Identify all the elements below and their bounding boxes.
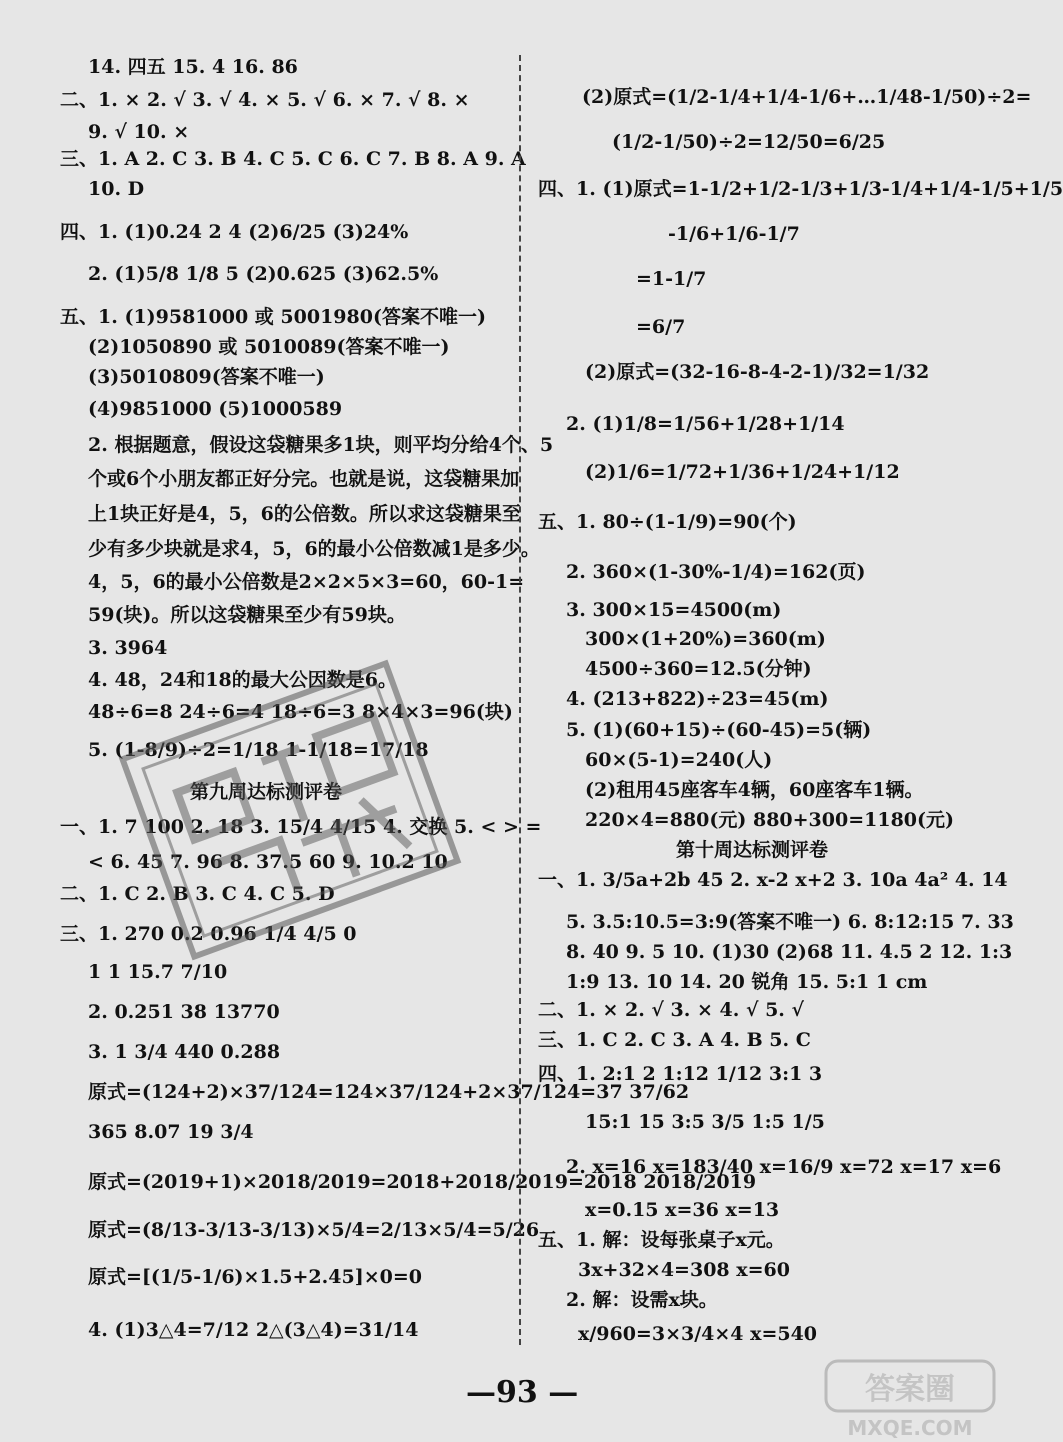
column-divider bbox=[519, 55, 521, 1345]
right-line-21: 5. 3.5:10.5=3:9(答案不唯一) 6. 8:12:15 7. 33 bbox=[566, 911, 1014, 933]
right-line-29: x=0.15 x=36 x=13 bbox=[585, 1199, 780, 1221]
left-line-8: 五、1. (1)9581000 或 5001980(答案不唯一) bbox=[60, 306, 486, 328]
left-line-16: 4，5，6的最小公倍数是2×2×5×3=60，60-1= bbox=[88, 571, 525, 593]
left-line-12: 2. 根据题意，假设这袋糖果多1块，则平均分给4个、5 bbox=[88, 434, 554, 456]
right-line-30: 五、1. 解：设每张桌子x元。 bbox=[538, 1229, 785, 1251]
right-line-33: x/960=3×3/4×4 x=540 bbox=[578, 1323, 818, 1345]
right-line-24: 二、1. × 2. √ 3. × 4. √ 5. √ bbox=[538, 999, 805, 1021]
right-line-23: 1:9 13. 10 14. 20 锐角 15. 5:1 1 cm bbox=[566, 971, 928, 993]
right-line-4: -1/6+1/6-1/7 bbox=[668, 223, 800, 245]
right-line-14: 4500÷360=12.5(分钟) bbox=[585, 658, 812, 680]
left-line-10: (3)5010809(答案不唯一) bbox=[88, 366, 325, 388]
left-line-20: 48÷6=8 24÷6=4 18÷6=3 8×4×3=96(块) bbox=[88, 701, 513, 723]
left-line-32: 原式=(8/13-3/13-3/13)×5/4=2/13×5/4=5/26 bbox=[88, 1219, 540, 1241]
right-line-17: 60×(5-1)=240(人) bbox=[585, 749, 773, 771]
right-line-16: 5. (1)(60+15)÷(60-45)=5(辆) bbox=[566, 719, 872, 741]
left-line-11: (4)9851000 (5)1000589 bbox=[88, 398, 343, 420]
left-line-15: 少有多少块就是求4，5，6的最小公倍数减1是多少。 bbox=[88, 538, 540, 560]
left-line-14: 上1块正好是4，5，6的公倍数。所以求这袋糖果至 bbox=[88, 503, 521, 525]
right-line-20: 一、1. 3/5a+2b 45 2. x-2 x+2 3. 10a 4a² 4. 14 bbox=[538, 869, 1008, 891]
right-line-6: =6/7 bbox=[636, 316, 686, 338]
right-line-10: 五、1. 80÷(1-1/9)=90(个) bbox=[538, 511, 797, 533]
mxqe-logo-watermark bbox=[820, 1355, 1000, 1442]
left-line-5: 10. D bbox=[88, 178, 145, 200]
right-line-1: (2)原式=(1/2-1/4+1/4-1/6+…1/48-1/50)÷2= bbox=[582, 86, 1032, 108]
right-line-15: 4. (213+822)÷23=45(m) bbox=[566, 688, 829, 710]
right-line-7: (2)原式=(32-16-8-4-2-1)/32=1/32 bbox=[585, 361, 930, 383]
left-line-27: 2. 0.251 38 13770 bbox=[88, 1001, 280, 1023]
left-line-30: 365 8.07 19 3/4 bbox=[88, 1121, 254, 1143]
right-line-11: 2. 360×(1-30%-1/4)=162(页) bbox=[566, 561, 866, 583]
right-line-25: 三、1. C 2. C 3. A 4. B 5. C bbox=[538, 1029, 811, 1051]
left-line-22: 一、1. 7 100 2. 18 3. 15/4 4/15 4. 交换 5. < > = bbox=[60, 816, 542, 838]
left-line-34: 4. (1)3△4=7/12 2△(3△4)=31/14 bbox=[88, 1319, 419, 1341]
right-line-26: 四、1. 2:1 2 1:12 1/12 3:1 3 bbox=[538, 1063, 823, 1085]
right-line-8: 2. (1)1/8=1/56+1/28+1/14 bbox=[566, 413, 845, 435]
left-line-23: < 6. 45 7. 96 8. 37.5 60 9. 10.2 10 bbox=[88, 851, 448, 873]
right-line-19: 220×4=880(元) 880+300=1180(元) bbox=[585, 809, 954, 831]
left-line-31: 原式=(2019+1)×2018/2019=2018+2018/2019=2018 2018/2019 bbox=[88, 1171, 757, 1193]
left-line-24: 二、1. C 2. B 3. C 4. C 5. D bbox=[60, 883, 335, 905]
left-line-18: 3. 3964 bbox=[88, 637, 168, 659]
right-line-13: 300×(1+20%)=360(m) bbox=[585, 628, 826, 650]
right-line-9: (2)1/6=1/72+1/36+1/24+1/12 bbox=[585, 461, 900, 483]
left-line-9: (2)1050890 或 5010089(答案不唯一) bbox=[88, 336, 450, 358]
left-line-26: 1 1 15.7 7/10 bbox=[88, 961, 228, 983]
page-number: —93 — bbox=[466, 1375, 579, 1410]
left-line-2: 二、1. × 2. √ 3. √ 4. × 5. √ 6. × 7. √ 8. × bbox=[60, 89, 470, 111]
right-line-12: 3. 300×15=4500(m) bbox=[566, 599, 782, 621]
left-line-3: 9. √ 10. × bbox=[88, 121, 190, 143]
right-line-3: 四、1. (1)原式=1-1/2+1/2-1/3+1/3-1/4+1/4-1/5+1/5 bbox=[538, 178, 1063, 200]
svg-text:答案圈: 答案圈 bbox=[865, 1372, 955, 1407]
left-line-13: 个或6个小朋友都正好分完。也就是说，这袋糖果加 bbox=[88, 468, 520, 490]
left-line-25: 三、1. 270 0.2 0.96 1/4 4/5 0 bbox=[60, 923, 357, 945]
right-line-22: 8. 40 9. 5 10. (1)30 (2)68 11. 4.5 2 12. 1:3 bbox=[566, 941, 1013, 963]
left-line-17: 59(块)。所以这袋糖果至少有59块。 bbox=[88, 604, 406, 626]
right-line-28: 2. x=16 x=183/40 x=16/9 x=72 x=17 x=6 bbox=[566, 1156, 1002, 1178]
right-line-5: =1-1/7 bbox=[636, 268, 707, 290]
left-line-4: 三、1. A 2. C 3. B 4. C 5. C 6. C 7. B 8. A 9. A bbox=[60, 148, 526, 170]
left-line-28: 3. 1 3/4 440 0.288 bbox=[88, 1041, 281, 1063]
left-line-21: 5. (1-8/9)÷2=1/18 1-1/18=17/18 bbox=[88, 739, 429, 761]
section-title-week-10: 第十周达标测评卷 bbox=[676, 839, 829, 861]
section-title-week-9: 第九周达标测评卷 bbox=[190, 781, 343, 803]
left-line-6: 四、1. (1)0.24 2 4 (2)6/25 (3)24% bbox=[60, 221, 409, 243]
right-line-27: 15:1 15 3:5 3/5 1:5 1/5 bbox=[585, 1111, 825, 1133]
right-line-32: 2. 解：设需x块。 bbox=[566, 1289, 718, 1311]
left-line-33: 原式=[(1/5-1/6)×1.5+2.45]×0=0 bbox=[88, 1266, 422, 1288]
right-line-18: (2)租用45座客车4辆，60座客车1辆。 bbox=[585, 779, 924, 801]
left-line-29: 原式=(124+2)×37/124=124×37/124+2×37/124=37 37/62 bbox=[88, 1081, 690, 1103]
right-line-31: 3x+32×4=308 x=60 bbox=[578, 1259, 790, 1281]
left-line-19: 4. 48，24和18的最大公因数是6。 bbox=[88, 669, 397, 691]
left-line-1: 14. 四五 15. 4 16. 86 bbox=[88, 56, 298, 78]
left-line-7: 2. (1)5/8 1/8 5 (2)0.625 (3)62.5% bbox=[88, 263, 439, 285]
right-line-2: (1/2-1/50)÷2=12/50=6/25 bbox=[612, 131, 886, 153]
svg-text:MXQE.COM: MXQE.COM bbox=[847, 1416, 973, 1440]
